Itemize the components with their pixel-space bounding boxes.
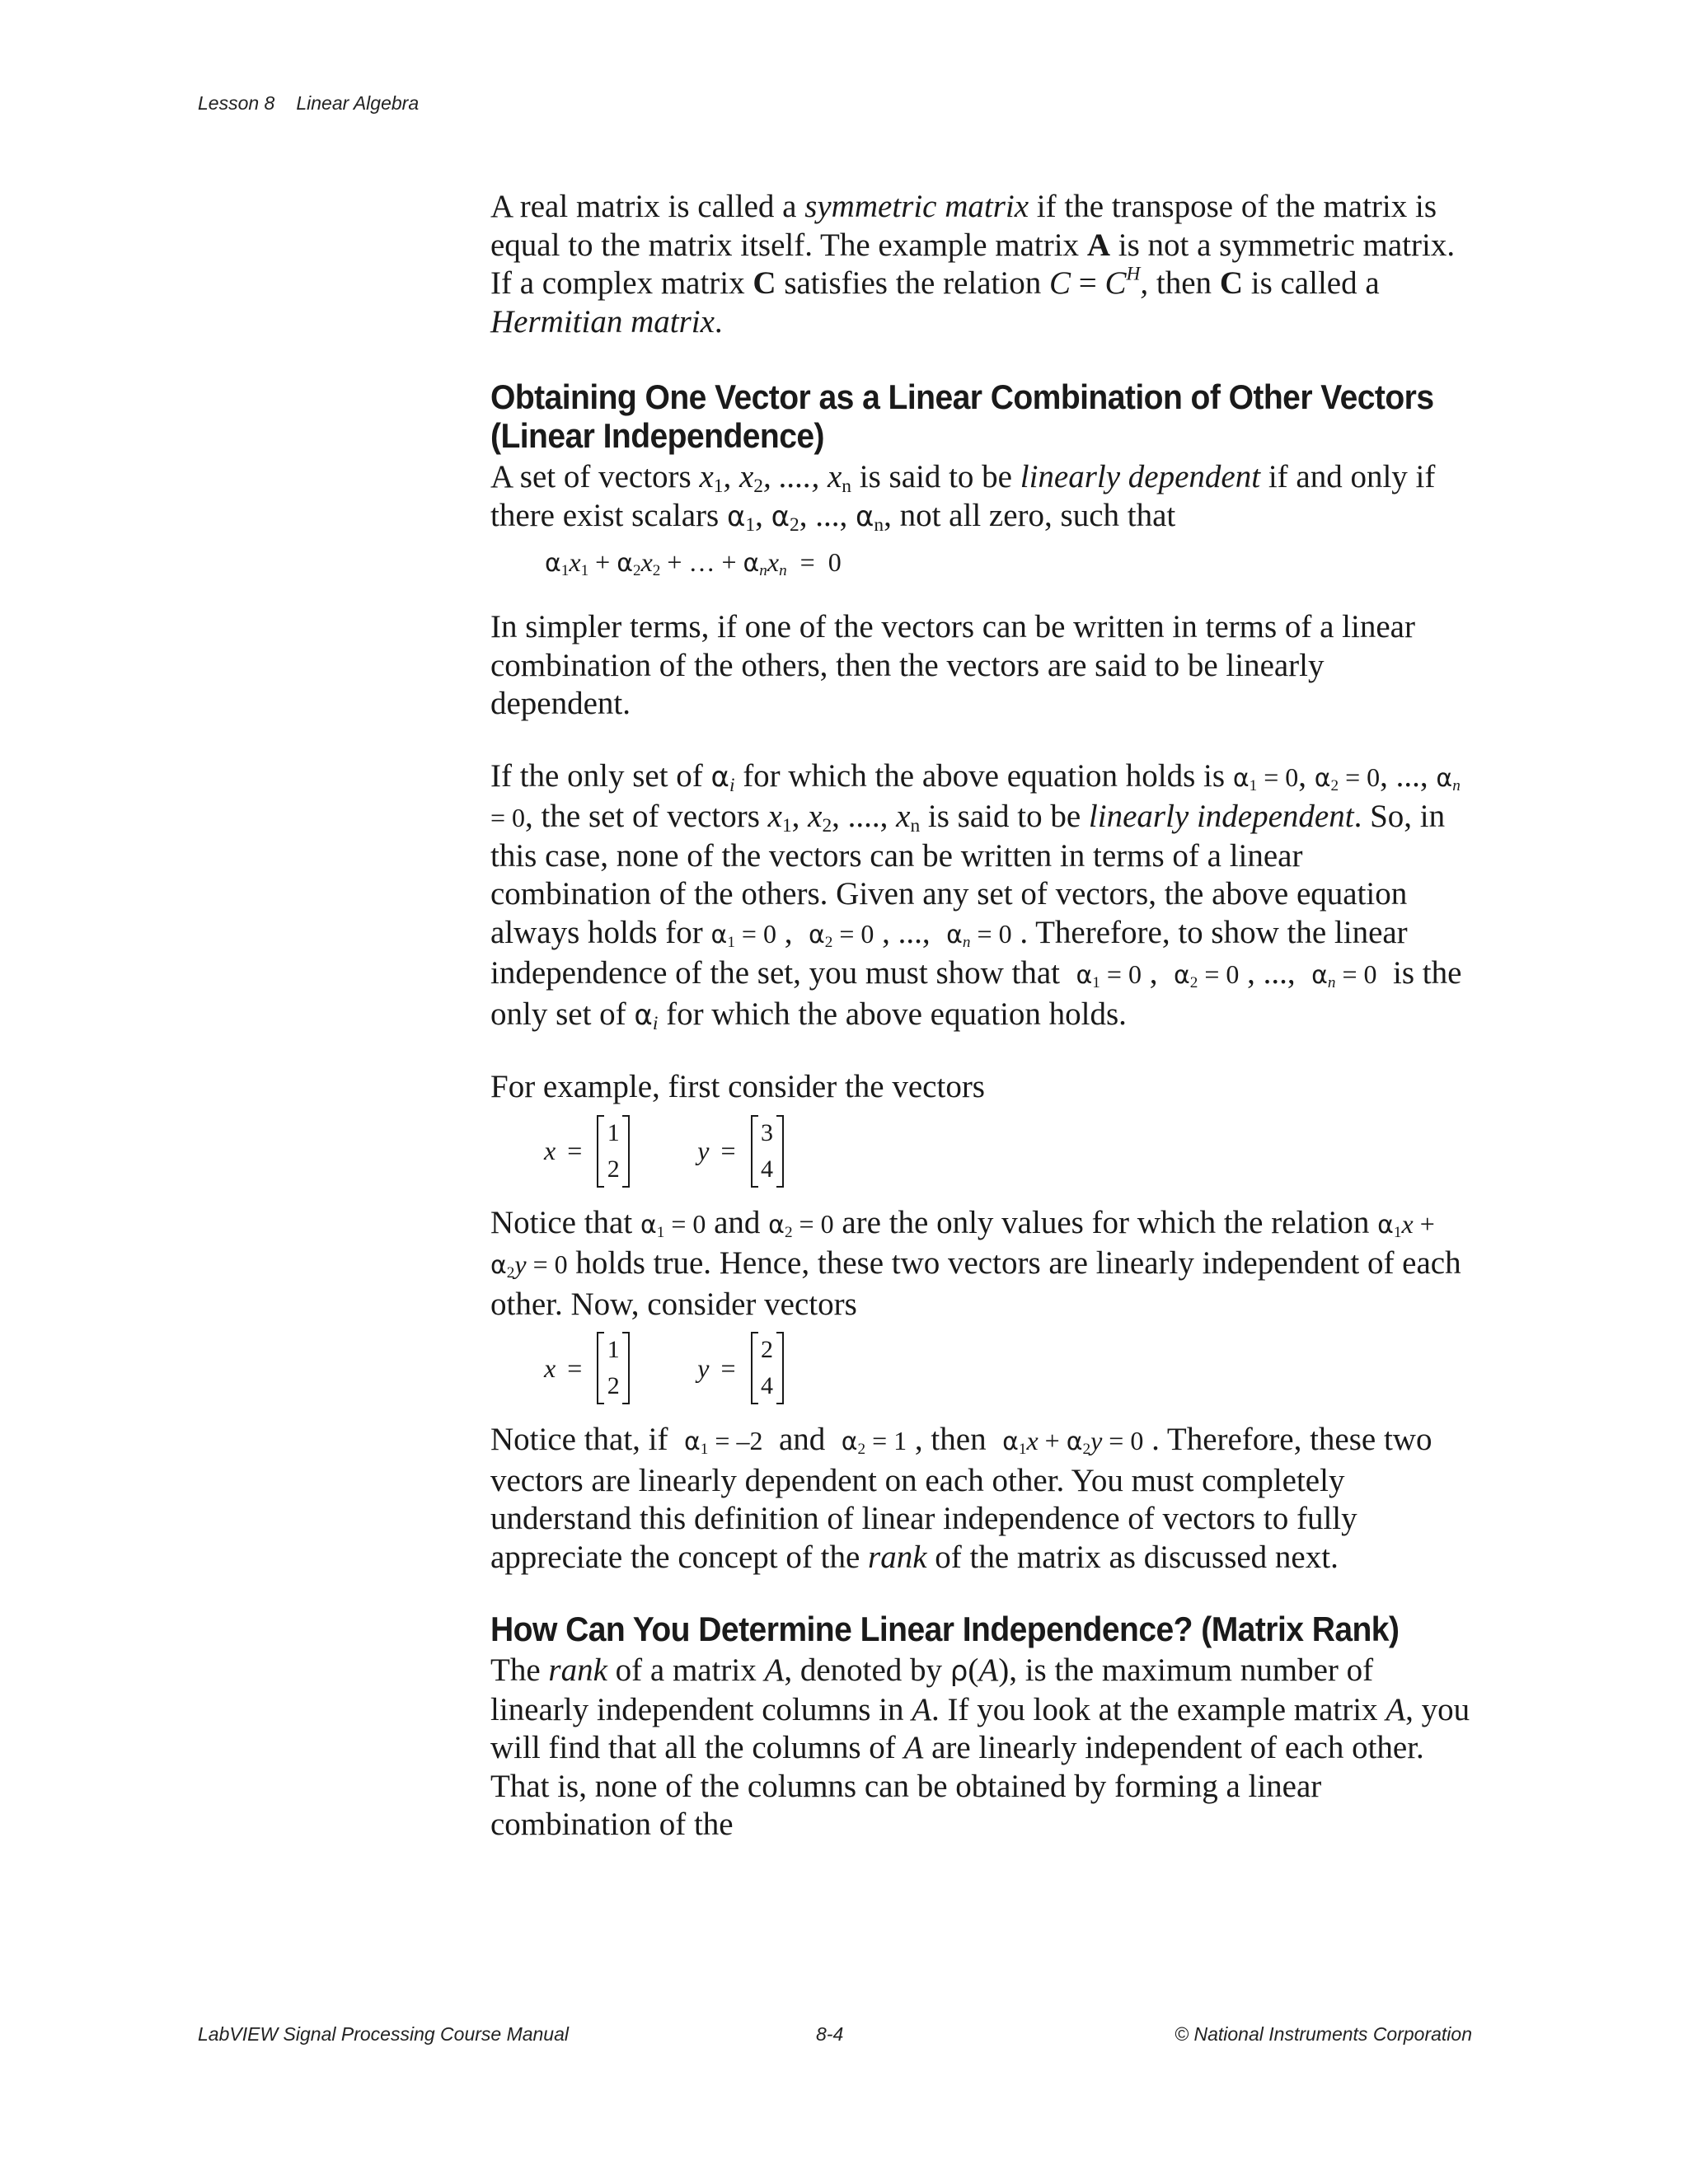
vector-y: y = 2 4 bbox=[697, 1332, 783, 1404]
section-heading-linear-independence: Obtaining One Vector as a Linear Combination of Other Vectors (Linear Independence) bbox=[490, 377, 1434, 455]
body-column bbox=[490, 188, 1471, 1844]
equation-linear-combination: $\alpha_1x_1 + \alpha_2x_2$ + … + $\alpha_nx_n = 0$ bbox=[545, 547, 842, 579]
running-header bbox=[198, 92, 419, 115]
footer-copyright: © National Instruments Corporation bbox=[1175, 2023, 1472, 2045]
paragraph-notice-independent: Notice that $\alpha_1 = 0$ and $\alpha_2 = 0$ are the only values for which the relation $\alpha_1x + \alpha_2y = 0$ holds true. Hence, these two vectors are linearly independent of each other. Now, consider vectors bbox=[490, 1204, 1461, 1322]
section-heading-matrix-rank: How Can You Determine Linear Independence? (Matrix Rank) bbox=[490, 1610, 1400, 1648]
footer-manual-title: LabVIEW Signal Processing Course Manual bbox=[198, 2023, 570, 2045]
vector-x: x = 1 2 bbox=[544, 1115, 630, 1188]
header-lesson: Lesson 8 bbox=[198, 92, 275, 114]
vector-x: x = 1 2 bbox=[544, 1332, 630, 1404]
paragraph-independence: If the only set of $\alpha_i$ for which the above equation holds is $\alpha_1 = 0$, $\alpha_2 = 0$, ..., $\alpha_n = 0$, the set of vectors $x_1$, $x_2$, ...., $x_n$ is said to be linearly independent. So, in this case, none of the vectors can be written in terms of a linear combination of the others. Given any set of vectors, the above equation always holds for $\alpha_1 = 0$ , $\alpha_2 = 0$ , ..., $\alpha_n = 0$ . Therefore, to show the linear independence of the set, you must show that $\alpha_1 = 0$ , $\alpha_2 = 0$ , ..., $\alpha_n = 0$ is the only set of $\alpha_i$ for which the above equation holds. bbox=[490, 757, 1470, 1034]
paragraph-symmetric: A real matrix is called a symmetric matrix if the transpose of the matrix is equal to the matrix itself. The example matrix A is not a symmetric matrix. If a complex matrix C satisfies the relation $C = C^H$, then C is called a Hermitian matrix. bbox=[490, 189, 1456, 340]
paragraph-simpler-terms: In simpler terms, if one of the vectors can be written in terms of a linear combination of the others, then the vectors are said to be linearly dependent. bbox=[490, 609, 1415, 721]
vector-y: y = 3 4 bbox=[697, 1115, 783, 1188]
footer-page-number: 8-4 bbox=[816, 2023, 844, 2045]
vectors-example-1 bbox=[544, 1110, 1471, 1193]
paragraph-for-example: For example, first consider the vectors bbox=[490, 1069, 985, 1104]
paragraph-rank: The rank of a matrix A, denoted by ρ(A), is the maximum number of linearly independent columns in A. If you look at the example matrix A, you will find that all the columns of A are linearly independent of each other. That is, none of the columns can be obtained by forming a linear combination of the bbox=[490, 1652, 1470, 1842]
paragraph-notice-dependent: Notice that, if $\alpha_1 = -2$ and $\alpha_2 = 1$ , then $\alpha_1x + \alpha_2y = 0$ . Therefore, these two vectors are linearly dependent on each other. You must completely understand this definition of linear independence of vectors to fully appreciate the concept of the rank of the matrix as discussed next. bbox=[490, 1422, 1432, 1575]
paragraph-definition: A set of vectors $x_1$, $x_2$, ...., $x_n$ is said to be linearly dependent if and only if there exist scalars $\alpha_1$, $\alpha_2$, ..., $\alpha_n$, not all zero, such that bbox=[490, 459, 1436, 536]
vectors-example-2 bbox=[544, 1327, 1471, 1409]
header-title: Linear Algebra bbox=[296, 92, 420, 114]
